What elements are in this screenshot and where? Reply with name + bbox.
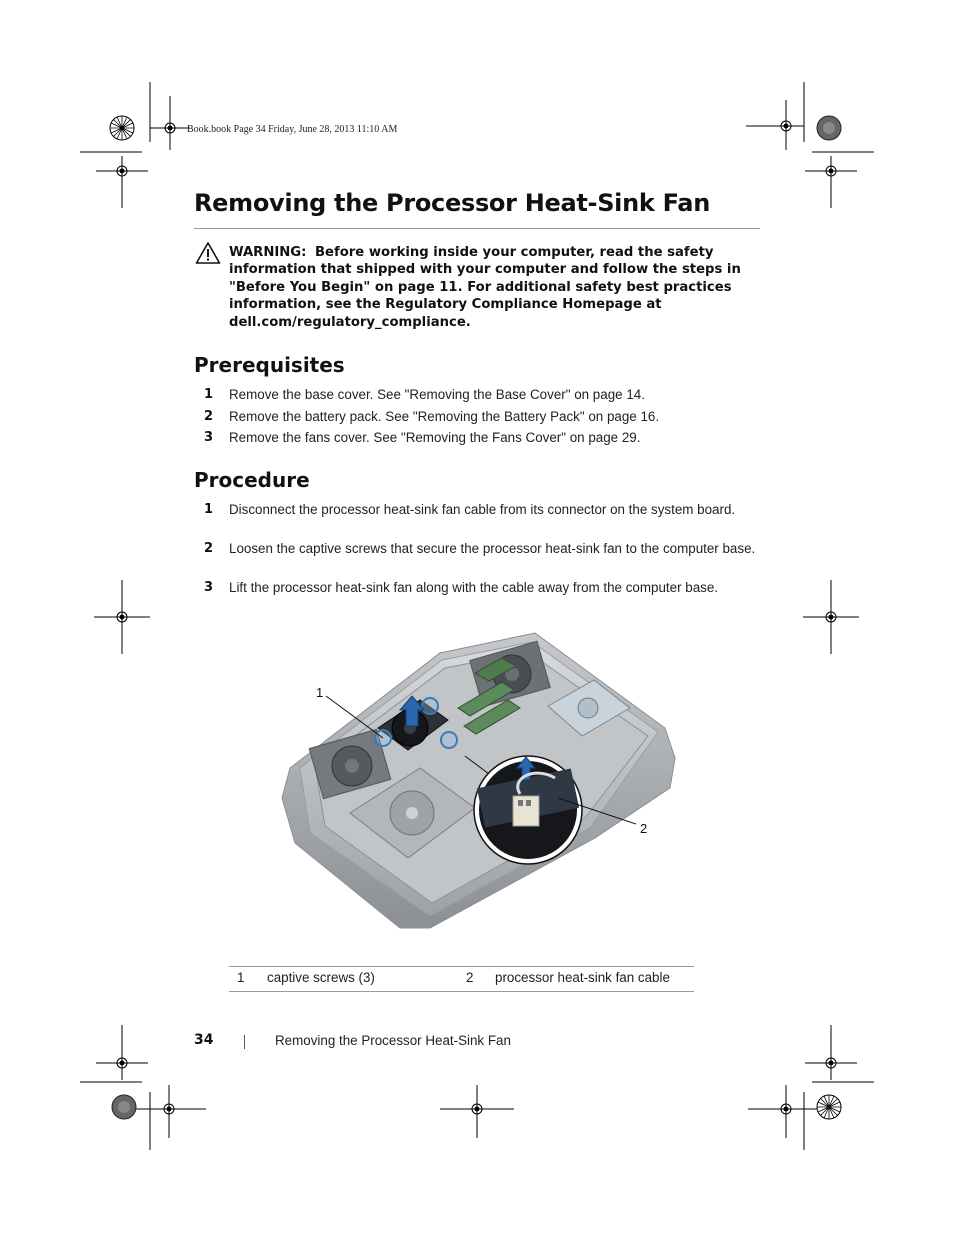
legend-bottom-rule [229,991,694,992]
footer-section-title: Removing the Processor Heat-Sink Fan [275,1033,511,1048]
step-number: 3 [203,430,213,445]
step-text: Disconnect the processor heat-sink fan cable from its connector on the system board. [229,502,736,517]
page-title: Removing the Processor Heat-Sink Fan [194,189,710,217]
step-number: 2 [203,541,213,556]
legend-label: captive screws (3) [267,970,375,985]
warning-notice [229,244,759,331]
legend-number: 1 [237,970,245,985]
step-text: Remove the base cover. See "Removing the Base Cover" on page 14. [229,387,645,402]
step-text: Loosen the captive screws that secure the processor heat-sink fan to the computer base. [229,541,756,556]
legend-label: processor heat-sink fan cable [495,970,670,985]
step-number: 3 [203,580,213,595]
footer-separator [244,1035,245,1049]
step-text: Remove the fans cover. See "Removing the Fans Cover" on page 29. [229,430,641,445]
warning-icon [195,241,221,265]
page-number: 34 [194,1032,214,1048]
step-text: Lift the processor heat-sink fan along with the cable away from the computer base. [229,580,719,595]
procedure-heading: Procedure [194,468,310,492]
callout-2: 2 [640,821,648,836]
prerequisites-heading: Prerequisites [194,353,345,377]
print-header: Book.book Page 34 Friday, June 28, 2013 11:10 AM [187,124,398,135]
warning-label: WARNING: [229,245,307,260]
step-text: Remove the battery pack. See "Removing the Battery Pack" on page 16. [229,409,660,424]
step-number: 1 [203,387,213,402]
legend-top-rule [229,966,694,967]
callout-1: 1 [316,685,324,700]
title-divider [194,228,760,229]
legend-number: 2 [466,970,474,985]
warning-text: Before working inside your computer, read the safety information that shipped with your computer and follow the steps in "Before You Begin" on page 11. For additional safety best practices information, see the Regulatory Compliance Homepage at dell.com/regulatory_compliance. [229,245,741,330]
laptop-illustration [270,628,685,933]
step-number: 2 [203,409,213,424]
step-number: 1 [203,502,213,517]
